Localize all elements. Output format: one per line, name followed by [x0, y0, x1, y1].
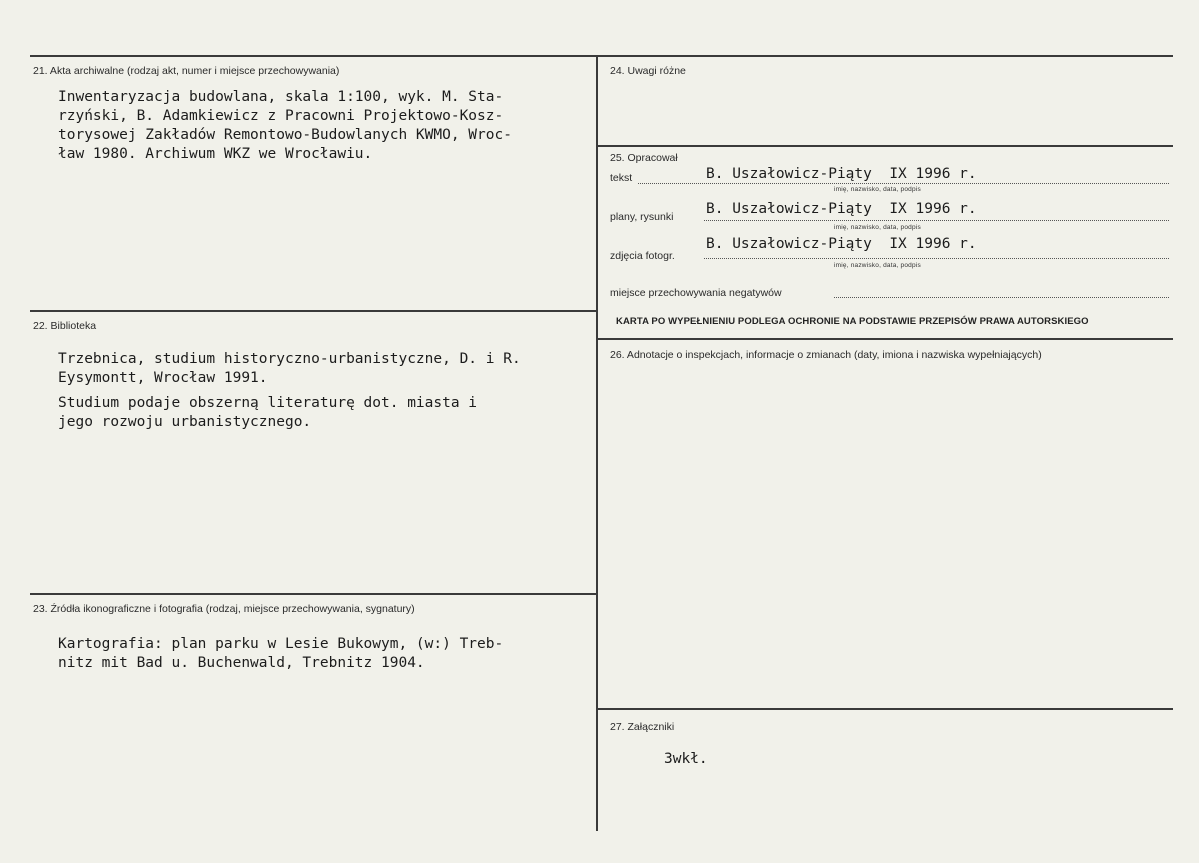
center-divider [596, 55, 598, 831]
section-21-line: rzyński, B. Adamkiewicz z Pracowni Projektowo-Kosz- [58, 108, 504, 124]
section-23-line: nitz mit Bad u. Buchenwald, Trebnitz 1904. [58, 655, 425, 671]
field-label-plany-rysunki: plany, rysunki [610, 211, 674, 223]
copyright-notice: KARTA PO WYPEŁNIENIU PODLEGA OCHRONIE NA PODSTAWIE PRZEPISÓW PRAWA AUTORSKIEGO [616, 316, 1089, 327]
section-21-line: Inwentaryzacja budowlana, skala 1:100, wyk. M. Sta- [58, 89, 504, 105]
section-27-label: 27. Załączniki [610, 721, 675, 733]
field-caption-zdjecia: imię, nazwisko, data, podpis [834, 262, 921, 269]
field-caption-plany-rysunki: imię, nazwisko, data, podpis [834, 224, 921, 231]
field-label-tekst: tekst [610, 172, 633, 184]
section-23-line: Kartografia: plan parku w Lesie Bukowym, (w:) Treb- [58, 636, 504, 652]
section-22-line: jego rozwoju urbanistycznego. [58, 414, 312, 430]
field-label-zdjecia: zdjęcia fotogr. [610, 250, 675, 262]
section-21-label: 21. Akta archiwalne (rodzaj akt, numer i miejsce przechowywania) [33, 65, 340, 77]
rule-22-23 [30, 593, 597, 595]
top-rule [30, 55, 1173, 57]
field-line-zdjecia [704, 258, 1169, 259]
section-22-line: Eysymontt, Wrocław 1991. [58, 370, 268, 386]
section-23-label: 23. Źródła ikonograficzne i fotografia (rodzaj, miejsce przechowywania, sygnatury) [33, 603, 415, 615]
rule-25-26 [597, 338, 1173, 340]
section-21-line: ław 1980. Archiwum WKZ we Wrocławiu. [58, 146, 373, 162]
section-25-label: 25. Opracował [610, 152, 678, 164]
section-22-line: Studium podaje obszerną literaturę dot. miasta i [58, 395, 478, 411]
rule-26-27 [597, 708, 1173, 710]
negatives-label: miejsce przechowywania negatywów [610, 287, 782, 299]
section-21-line: torysowej Zakładów Remontowo-Budowlanych KWMO, Wroc- [58, 127, 512, 143]
negatives-line [834, 297, 1169, 298]
section-26-label: 26. Adnotacje o inspekcjach, informacje o zmianach (daty, imiona i nazwiska wypełniających) [610, 349, 1042, 361]
field-caption-tekst: imię, nazwisko, data, podpis [834, 186, 921, 193]
rule-24-25 [597, 145, 1173, 147]
rule-21-22 [30, 310, 597, 312]
field-value-zdjecia: B. Uszałowicz-Piąty IX 1996 r. [706, 236, 977, 252]
section-22-line: Trzebnica, studium historyczno-urbanistyczne, D. i R. [58, 351, 521, 367]
section-22-label: 22. Biblioteka [33, 320, 97, 332]
section-24-label: 24. Uwagi różne [610, 65, 686, 77]
field-value-plany-rysunki: B. Uszałowicz-Piąty IX 1996 r. [706, 201, 977, 217]
field-value-tekst: B. Uszałowicz-Piąty IX 1996 r. [706, 166, 977, 182]
section-27-value: 3wkł. [664, 751, 708, 767]
field-line-plany-rysunki [704, 220, 1169, 221]
